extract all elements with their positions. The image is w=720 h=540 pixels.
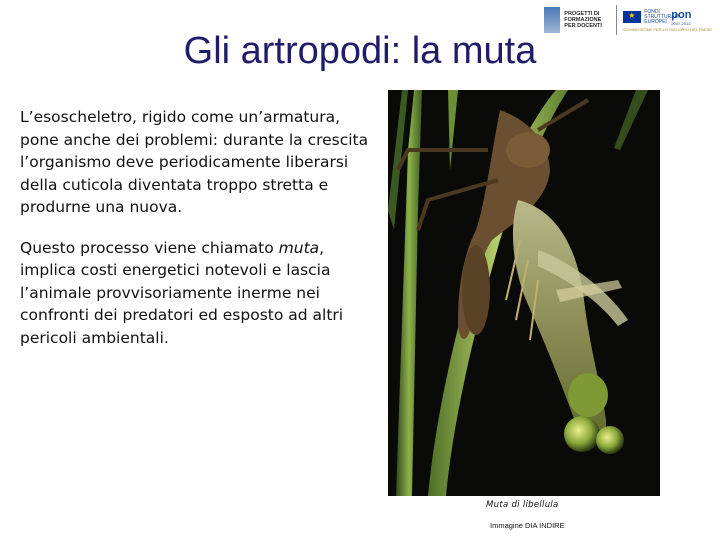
eu-pon-logos xyxy=(623,9,712,32)
slide-body xyxy=(20,106,370,367)
paragraph-exoskeleton: L’esoscheletro, rigido come un’armatura, pone anche dei problemi: durante la crescita l’organismo deve periodicamente liberarsi della cuticola diventata troppo stretta e produrne una nuova. xyxy=(20,108,369,216)
paragraph-molting: Questo processo viene chiamato muta, implica costi energetici notevoli e lascia l’animale provvisoriamente inerme nei confronti dei predatori ed esposto ad altri pericoli ambientali. xyxy=(20,238,344,347)
logo-line-1: PROGETTI DI xyxy=(564,11,600,17)
dragonfly-illustration xyxy=(388,90,660,496)
eu-caption: COMMISSIONE PER LO SVILUPPO DEL PAESE xyxy=(623,26,712,32)
photo-caption: Muta di libellula xyxy=(486,500,559,510)
logo-line-2: FORMAZIONE xyxy=(564,17,602,23)
progetti-logo-text xyxy=(564,11,610,29)
pon-years: 2007-2013 xyxy=(671,20,691,26)
dragonfly-molting-photo xyxy=(388,90,660,496)
logo-line-3: PER DOCENTI xyxy=(564,23,602,29)
photo-credit: Immagine DIA INDIRE xyxy=(490,521,565,530)
pon-logo: pon xyxy=(671,8,692,21)
fondi-strutturali-text: FONDI STRUTTURALI EUROPEI xyxy=(644,8,679,25)
term-muta: muta xyxy=(278,238,320,257)
eu-flag-icon xyxy=(623,11,641,23)
slide-title: Gli artropodi: la muta xyxy=(183,30,537,72)
